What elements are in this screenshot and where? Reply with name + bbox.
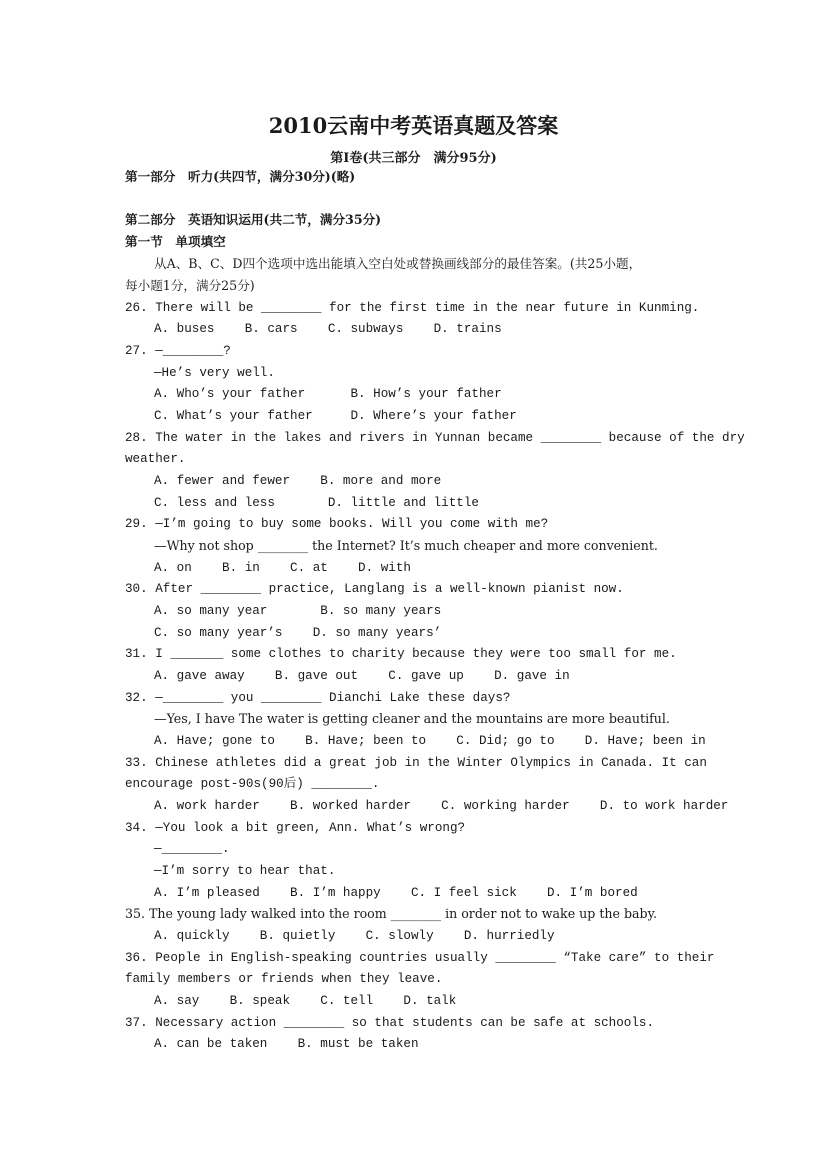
dialogue-line: —________.: [154, 842, 230, 856]
option-line: A. buses B. cars C. subways D. trains: [154, 322, 502, 336]
page-subtitle: 第Ⅰ卷(共三部分 满分95分): [330, 151, 497, 166]
question-line: encourage post-90s(90后) ________.: [125, 777, 380, 791]
option-line: A. quickly B. quietly C. slowly D. hurriedly: [154, 929, 555, 943]
question-line: family members or friends when they leave.: [125, 972, 443, 986]
question-line: 36. People in English-speaking countries usually ________ “Take care” to their: [125, 951, 715, 965]
part2-heading: 第二部分 英语知识运用(共二节，满分35分): [125, 212, 382, 227]
dialogue-line: —Why not shop ________ the Internet? It’s much cheaper and more convenient.: [154, 538, 658, 553]
question-line: 32. —________ you ________ Dianchi Lake these days?: [125, 691, 511, 705]
question-line: 34. —You look a bit green, Ann. What’s wrong?: [125, 821, 466, 835]
question-line: weather.: [125, 452, 186, 466]
instruction-line: 每小题1分，满分25分): [125, 278, 255, 293]
option-line: C. so many year’s D. so many years’: [154, 626, 442, 640]
option-line: A. Have; gone to B. Have; been to C. Did; go to D. Have; been in: [154, 734, 706, 748]
option-line: A. on B. in C. at D. with: [154, 561, 411, 575]
dialogue-line: —He’s very well.: [154, 366, 275, 380]
section1-heading: 第一节 单项填空: [125, 234, 226, 249]
question-line: 29. —I’m going to buy some books. Will you come with me?: [125, 517, 549, 531]
page-title: 2010云南中考英语真题及答案: [268, 113, 559, 138]
question-line: 26. There will be ________ for the first time in the near future in Kunming.: [125, 301, 700, 315]
option-line: A. gave away B. gave out C. gave up D. gave in: [154, 669, 570, 683]
option-line: A. work harder B. worked harder C. working harder D. to work harder: [154, 799, 729, 813]
option-line: A. fewer and fewer B. more and more: [154, 474, 442, 488]
option-line: C. less and less D. little and little: [154, 496, 479, 510]
instruction-line: 从A、B、C、D四个选项中选出能填入空白处或替换画线部分的最佳答案。(共25小题，: [154, 256, 642, 271]
part1-heading: 第一部分 听力(共四节，满分30分)(略): [125, 169, 356, 184]
question-line: 35. The young lady walked into the room ________ in order not to wake up the baby.: [125, 906, 658, 921]
option-line: A. Who’s your father B. How’s your father: [154, 387, 502, 401]
question-line: 31. I _______ some clothes to charity because they were too small for me.: [125, 647, 677, 661]
question-line: 37. Necessary action ________ so that students can be safe at schools.: [125, 1016, 655, 1030]
option-line: A. I’m pleased B. I’m happy C. I feel sick D. I’m bored: [154, 886, 638, 900]
dialogue-line: —Yes, I have The water is getting cleaner and the mountains are more beautiful.: [154, 711, 670, 726]
option-line: A. can be taken B. must be taken: [154, 1037, 419, 1051]
option-line: A. so many year B. so many years: [154, 604, 442, 618]
question-line: 28. The water in the lakes and rivers in Yunnan became ________ because of the dry: [125, 431, 745, 445]
option-line: C. What’s your father D. Where’s your father: [154, 409, 517, 423]
question-line: 30. After ________ practice, Langlang is a well-known pianist now.: [125, 582, 624, 596]
dialogue-line: —I’m sorry to hear that.: [154, 864, 336, 878]
question-line: 33. Chinese athletes did a great job in the Winter Olympics in Canada. It can: [125, 756, 707, 770]
option-line: A. say B. speak C. tell D. talk: [154, 994, 457, 1008]
question-line: 27. —________?: [125, 344, 231, 358]
